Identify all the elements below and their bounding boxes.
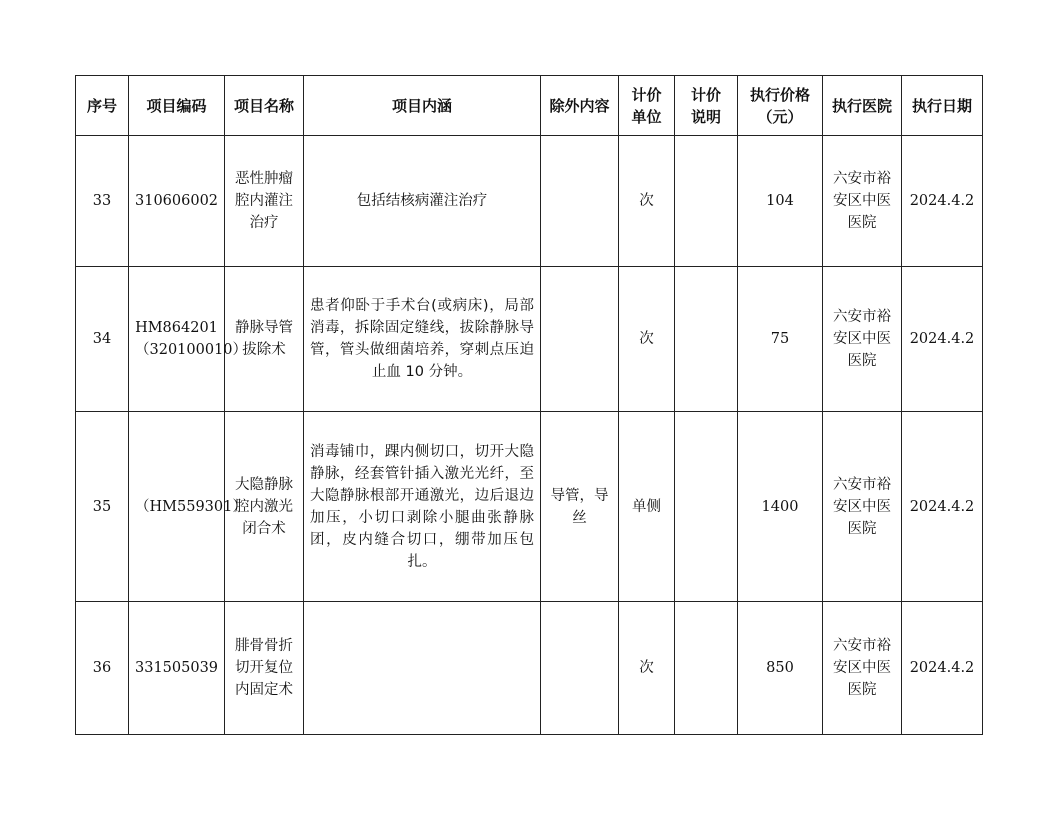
cell-note [675, 136, 738, 267]
cell-content: 包括结核病灌注治疗 [304, 136, 541, 267]
table-row [76, 136, 983, 267]
cell-excluded [541, 136, 619, 267]
cell-seq: 35 [76, 412, 129, 602]
cell-unit: 次 [619, 267, 675, 412]
cell-price: 850 [738, 602, 823, 735]
cell-date: 2024.4.2 [902, 136, 983, 267]
cell-date: 2024.4.2 [902, 267, 983, 412]
cell-excluded: 导管，导丝 [541, 412, 619, 602]
cell-date: 2024.4.2 [902, 602, 983, 735]
cell-code: HM864201（320100010） [129, 267, 225, 412]
header-excluded: 除外内容 [541, 76, 619, 136]
cell-code: 310606002 [129, 136, 225, 267]
cell-note [675, 602, 738, 735]
cell-date: 2024.4.2 [902, 412, 983, 602]
cell-note [675, 267, 738, 412]
cell-seq: 33 [76, 136, 129, 267]
header-price: 执行价格（元） [738, 76, 823, 136]
cell-price: 1400 [738, 412, 823, 602]
cell-name: 静脉导管拔除术 [225, 267, 304, 412]
cell-note [675, 412, 738, 602]
header-note: 计价说明 [675, 76, 738, 136]
cell-name: 大隐静脉腔内激光闭合术 [225, 412, 304, 602]
cell-excluded [541, 602, 619, 735]
cell-unit: 次 [619, 136, 675, 267]
cell-name: 恶性肿瘤腔内灌注治疗 [225, 136, 304, 267]
table-row [76, 267, 983, 412]
cell-seq: 36 [76, 602, 129, 735]
cell-hospital: 六安市裕安区中医医院 [823, 267, 902, 412]
header-unit: 计价单位 [619, 76, 675, 136]
cell-unit: 次 [619, 602, 675, 735]
cell-hospital: 六安市裕安区中医医院 [823, 602, 902, 735]
cell-name: 腓骨骨折切开复位内固定术 [225, 602, 304, 735]
cell-hospital: 六安市裕安区中医医院 [823, 136, 902, 267]
table-row [76, 412, 983, 602]
price-table [75, 75, 983, 735]
header-hospital: 执行医院 [823, 76, 902, 136]
cell-content [304, 602, 541, 735]
cell-price: 104 [738, 136, 823, 267]
cell-content: 患者仰卧于手术台(或病床)，局部消毒，拆除固定缝线，拔除静脉导管，管头做细菌培养，穿刺点压迫止血 10 分钟。 [304, 267, 541, 412]
header-row [76, 76, 983, 136]
cell-code: 331505039 [129, 602, 225, 735]
header-seq: 序号 [76, 76, 129, 136]
header-content: 项目内涵 [304, 76, 541, 136]
cell-seq: 34 [76, 267, 129, 412]
table-row [76, 602, 983, 735]
cell-hospital: 六安市裕安区中医医院 [823, 412, 902, 602]
cell-content: 消毒铺巾，踝内侧切口，切开大隐静脉，经套管针插入激光光纤，至大隐静脉根部开通激光，边后退边加压，小切口剥除小腿曲张静脉团，皮内缝合切口，绷带加压包扎。 [304, 412, 541, 602]
cell-code: （HM559301） [129, 412, 225, 602]
cell-unit: 单侧 [619, 412, 675, 602]
header-name: 项目名称 [225, 76, 304, 136]
cell-price: 75 [738, 267, 823, 412]
header-date: 执行日期 [902, 76, 983, 136]
header-code: 项目编码 [129, 76, 225, 136]
cell-excluded [541, 267, 619, 412]
